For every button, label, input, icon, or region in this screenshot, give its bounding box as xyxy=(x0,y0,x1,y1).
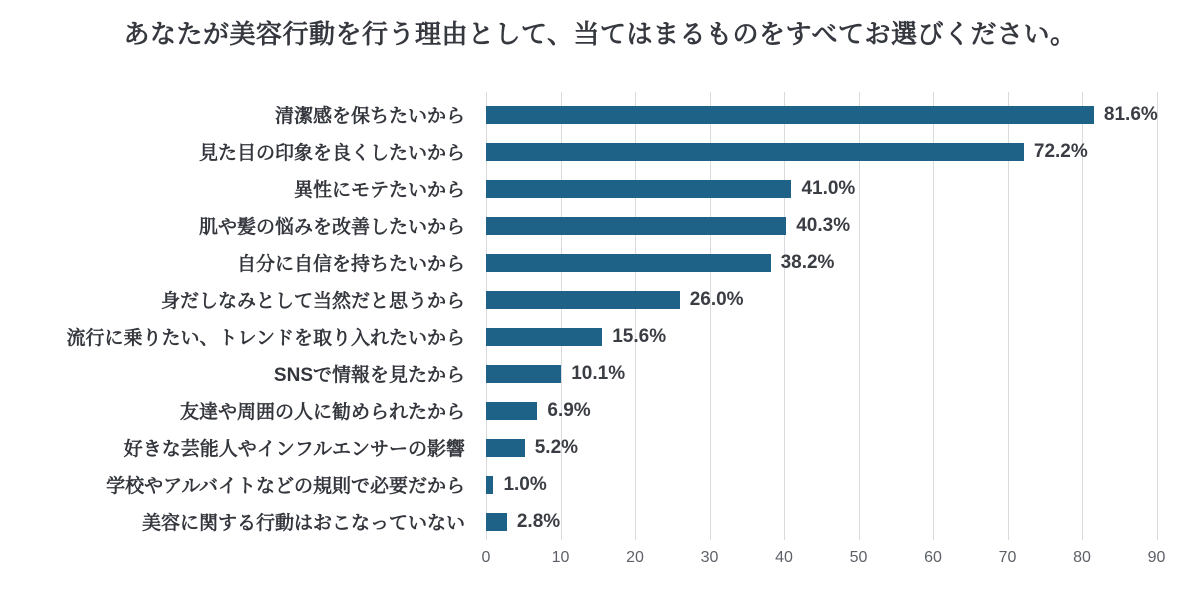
bar xyxy=(486,106,1094,124)
bar xyxy=(486,291,680,309)
bar xyxy=(486,365,561,383)
category-label: 肌や髪の悩みを改善したいから xyxy=(198,217,465,238)
bar xyxy=(486,328,602,346)
value-label: 41.0% xyxy=(801,177,856,199)
value-label: 72.2% xyxy=(1033,140,1088,162)
x-tick-label: 20 xyxy=(626,549,644,566)
bar-track xyxy=(486,170,1200,207)
bar-row xyxy=(0,318,1200,355)
bar-row xyxy=(0,281,1200,318)
category-label: 学校やアルバイトなどの規則で必要だから xyxy=(106,476,465,497)
category-label: 見た目の印象を良くしたいから xyxy=(198,143,465,164)
bar xyxy=(486,143,1024,161)
value-label: 5.2% xyxy=(534,436,579,458)
value-label: 38.2% xyxy=(780,251,835,273)
bar-row xyxy=(0,133,1200,170)
category-label: SNSで情報を見たから xyxy=(273,365,465,386)
bar-track xyxy=(486,96,1200,133)
chart-title: あなたが美容行動を行う理由として、当てはまるものをすべてお選びください。 xyxy=(123,19,1077,49)
x-tick-label: 60 xyxy=(924,549,942,566)
bar-track xyxy=(486,355,1200,392)
x-axis xyxy=(481,549,1166,573)
x-tick-label: 30 xyxy=(700,549,719,566)
bar xyxy=(486,254,771,272)
bar-track xyxy=(486,429,1200,466)
value-label: 40.3% xyxy=(796,214,851,236)
bar-row xyxy=(0,429,1200,466)
bar-rows xyxy=(0,96,1200,540)
bar xyxy=(486,439,525,457)
x-tick-label: 40 xyxy=(775,549,793,566)
bar-track xyxy=(486,207,1200,244)
category-label: 好きな芸能人やインフルエンサーの影響 xyxy=(123,439,465,460)
bar-row xyxy=(0,503,1200,540)
bar-track xyxy=(486,503,1200,540)
value-label: 26.0% xyxy=(689,288,744,310)
category-label: 身だしなみとして当然だと思うから xyxy=(160,291,465,312)
bar-row xyxy=(0,207,1200,244)
bar-track xyxy=(486,281,1200,318)
bar-track xyxy=(486,392,1200,429)
category-label: 美容に関する行動はおこなっていない xyxy=(141,513,465,534)
bar xyxy=(486,180,791,198)
bar xyxy=(486,476,493,494)
bar-row xyxy=(0,466,1200,503)
bar-track xyxy=(486,133,1200,170)
bar-row xyxy=(0,355,1200,392)
x-tick-label: 50 xyxy=(849,549,868,566)
value-label: 2.8% xyxy=(516,510,561,532)
category-label: 友達や周囲の人に勧められたから xyxy=(179,402,465,423)
bar-row xyxy=(0,244,1200,281)
bar-track xyxy=(486,244,1200,281)
bar xyxy=(486,402,537,420)
bar-row xyxy=(0,170,1200,207)
x-tick-label: 90 xyxy=(1147,549,1166,566)
bar-track xyxy=(486,466,1200,503)
x-tick-label: 10 xyxy=(551,549,570,566)
bar-row xyxy=(0,392,1200,429)
value-label: 81.6% xyxy=(1103,103,1158,125)
category-label: 流行に乗りたい、トレンドを取り入れたいから xyxy=(66,328,465,349)
category-label: 自分に自信を持ちたいから xyxy=(236,254,465,275)
value-label: 15.6% xyxy=(612,325,667,347)
bar xyxy=(486,513,507,531)
value-label: 10.1% xyxy=(571,362,626,384)
bar-track xyxy=(486,318,1200,355)
category-label: 異性にモテたいから xyxy=(293,180,465,201)
x-tick-label: 70 xyxy=(998,549,1017,566)
x-tick-label: 80 xyxy=(1073,549,1091,566)
category-label: 清潔感を保ちたいから xyxy=(274,106,465,127)
value-label: 6.9% xyxy=(547,399,591,421)
x-tick-label: 0 xyxy=(481,549,491,566)
bar xyxy=(486,217,786,235)
value-label: 1.0% xyxy=(503,473,547,495)
bar-row xyxy=(0,96,1200,133)
